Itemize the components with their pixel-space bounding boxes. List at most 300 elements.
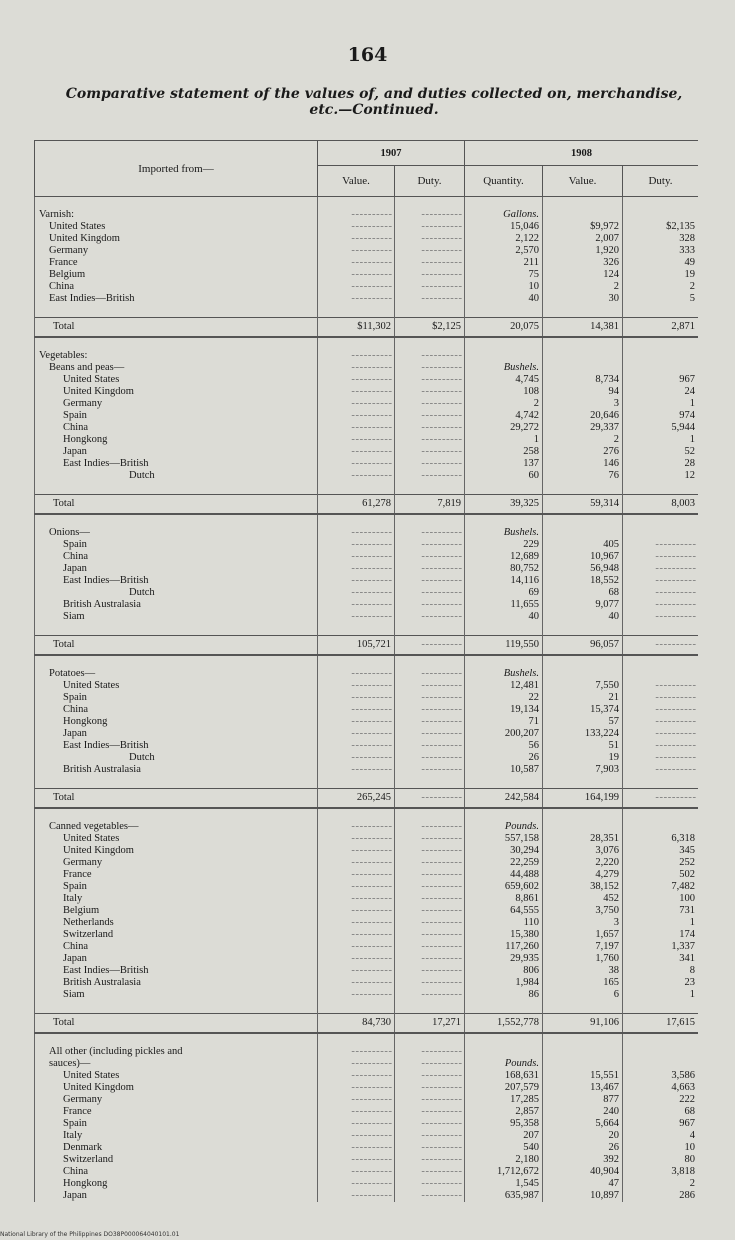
table-row xyxy=(35,881,699,893)
empty-dash: - - - - - - - - - - xyxy=(351,599,391,610)
duty-1908: 1,337 xyxy=(623,941,699,953)
spacer-row xyxy=(35,808,699,821)
duty-1907: 7,819 xyxy=(395,495,465,515)
table-row xyxy=(35,257,699,269)
value-1908: 2,007 xyxy=(543,233,623,245)
empty-dash: - - - - - - - - - - xyxy=(421,350,461,361)
empty-dash: - - - - - - - - - - xyxy=(421,209,461,220)
spacer-cell xyxy=(35,305,318,318)
row-label: Spain xyxy=(35,692,318,704)
spacer-cell xyxy=(623,655,699,668)
value-1908: 19 xyxy=(543,752,623,764)
quantity-1908: 64,555 xyxy=(465,905,543,917)
spacer-cell xyxy=(543,197,623,210)
duty-1908: 1 xyxy=(623,434,699,446)
spacer-cell xyxy=(35,482,318,495)
row-label: Switzerland xyxy=(35,1154,318,1166)
spacer-cell xyxy=(623,337,699,350)
row-label: United Kingdom xyxy=(35,233,318,245)
empty-dash: - - - - - - - - - - xyxy=(421,704,461,715)
empty-dash: - - - - - - - - - - xyxy=(421,917,461,928)
quantity-1908: 1,545 xyxy=(465,1178,543,1190)
spacer-row xyxy=(35,305,699,318)
spacer-cell xyxy=(465,305,543,318)
value-1907 xyxy=(318,965,395,977)
value-1907 xyxy=(318,845,395,857)
statement-table xyxy=(34,140,698,1202)
value-1907 xyxy=(318,905,395,917)
empty-dash: - - - - - - - - - - xyxy=(421,1190,461,1201)
value-1908: 14,381 xyxy=(543,318,623,338)
empty-dash: - - - - - - - - - - xyxy=(351,905,391,916)
duty-1907 xyxy=(395,1190,465,1202)
quantity-1908: 110 xyxy=(465,917,543,929)
duty-1907 xyxy=(395,1070,465,1082)
value-1907 xyxy=(318,941,395,953)
row-label: East Indies—British xyxy=(35,293,318,305)
row-label: China xyxy=(35,1166,318,1178)
empty-dash: - - - - - - - - - - xyxy=(421,599,461,610)
value-1908: 124 xyxy=(543,269,623,281)
empty-dash: - - - - - - - - - - xyxy=(351,1154,391,1165)
row-label: United Kingdom xyxy=(35,1082,318,1094)
spacer-cell xyxy=(465,1001,543,1014)
empty-dash: - - - - - - - - - - xyxy=(421,458,461,469)
duty-1908: 4 xyxy=(623,1130,699,1142)
unit-label: Bushels. xyxy=(465,362,543,374)
empty-dash: - - - - - - - - - - xyxy=(351,221,391,232)
spacer-row xyxy=(35,623,699,636)
value-1908: 4,279 xyxy=(543,869,623,881)
empty-dash: - - - - - - - - - - xyxy=(421,539,461,550)
value-1907 xyxy=(318,269,395,281)
spacer-cell xyxy=(395,1001,465,1014)
duty-1908: 328 xyxy=(623,233,699,245)
row-label: Germany xyxy=(35,245,318,257)
value-1907 xyxy=(318,740,395,752)
empty-dash: - - - - - - - - - - xyxy=(421,1058,461,1069)
empty-dash: - - - - - - - - - - xyxy=(351,470,391,481)
table-row xyxy=(35,539,699,551)
table-row xyxy=(35,1166,699,1178)
duty-1908: 967 xyxy=(623,1118,699,1130)
duty-1907 xyxy=(395,740,465,752)
quantity-1908 xyxy=(465,350,543,362)
spacer-cell xyxy=(623,1001,699,1014)
empty-dash: - - - - - - - - - - xyxy=(421,1094,461,1105)
duty-1908 xyxy=(623,704,699,716)
empty-dash: - - - - - - - - - - xyxy=(655,639,696,650)
value-1908: 6 xyxy=(543,989,623,1001)
table-row xyxy=(35,692,699,704)
table-row xyxy=(35,953,699,965)
duty-1908: 23 xyxy=(623,977,699,989)
duty-1908: 1 xyxy=(623,917,699,929)
duty-1908: 28 xyxy=(623,458,699,470)
table-row xyxy=(35,1106,699,1118)
table-row xyxy=(35,410,699,422)
duty-1908: 1 xyxy=(623,398,699,410)
value-1908: 28,351 xyxy=(543,833,623,845)
table-row xyxy=(35,362,699,374)
duty-1907 xyxy=(395,587,465,599)
value-1907 xyxy=(318,527,395,539)
spacer-cell xyxy=(395,655,465,668)
duty-1908: 8 xyxy=(623,965,699,977)
empty-dash: - - - - - - - - - - xyxy=(351,374,391,385)
table-row xyxy=(35,1082,699,1094)
row-label: Denmark xyxy=(35,1142,318,1154)
total-row xyxy=(35,636,699,656)
value-1907 xyxy=(318,728,395,740)
value-1908: 20 xyxy=(543,1130,623,1142)
duty-1907 xyxy=(395,1082,465,1094)
empty-dash: - - - - - - - - - - xyxy=(351,527,391,538)
quantity-1908: 108 xyxy=(465,386,543,398)
quantity-1908: 60 xyxy=(465,470,543,482)
total-row xyxy=(35,495,699,515)
row-label: East Indies—British xyxy=(35,575,318,587)
value-1908: 40 xyxy=(543,611,623,623)
duty-1908: 345 xyxy=(623,845,699,857)
empty-dash: - - - - - - - - - - xyxy=(351,293,391,304)
spacer-cell xyxy=(35,337,318,350)
row-label: China xyxy=(35,281,318,293)
empty-dash: - - - - - - - - - - xyxy=(351,1046,391,1057)
quantity-1908: 40 xyxy=(465,293,543,305)
empty-dash: - - - - - - - - - - xyxy=(421,639,461,650)
unit-label: Pounds. xyxy=(465,1058,543,1070)
quantity-1908: 26 xyxy=(465,752,543,764)
duty-1908: 52 xyxy=(623,446,699,458)
header-year-1908: 1908 xyxy=(465,141,699,166)
duty-1908 xyxy=(623,680,699,692)
row-label: United States xyxy=(35,680,318,692)
row-label: United States xyxy=(35,374,318,386)
duty-1908: 6,318 xyxy=(623,833,699,845)
spacer-row xyxy=(35,776,699,789)
duty-1908: 2 xyxy=(623,281,699,293)
empty-dash: - - - - - - - - - - xyxy=(421,434,461,445)
value-1907 xyxy=(318,398,395,410)
empty-dash: - - - - - - - - - - xyxy=(351,1178,391,1189)
duty-1907 xyxy=(395,257,465,269)
quantity-1908: 2,570 xyxy=(465,245,543,257)
table-row xyxy=(35,434,699,446)
empty-dash: - - - - - - - - - - xyxy=(351,1058,391,1069)
value-1907 xyxy=(318,575,395,587)
empty-dash: - - - - - - - - - - xyxy=(421,446,461,457)
empty-dash: - - - - - - - - - - xyxy=(351,422,391,433)
duty-1908 xyxy=(623,668,699,680)
duty-1908: $2,135 xyxy=(623,221,699,233)
duty-1908 xyxy=(623,636,699,656)
total-label: Total xyxy=(35,318,318,338)
duty-1907 xyxy=(395,410,465,422)
duty-1907 xyxy=(395,869,465,881)
duty-1908 xyxy=(623,728,699,740)
spacer-cell xyxy=(318,776,395,789)
duty-1907 xyxy=(395,1130,465,1142)
row-label: Italy xyxy=(35,893,318,905)
empty-dash: - - - - - - - - - - xyxy=(351,1130,391,1141)
quantity-1908: 211 xyxy=(465,257,543,269)
duty-1907 xyxy=(395,905,465,917)
value-1908 xyxy=(543,1046,623,1058)
duty-1907 xyxy=(395,1154,465,1166)
empty-dash: - - - - - - - - - - xyxy=(351,1142,391,1153)
row-label: Hongkong xyxy=(35,1178,318,1190)
value-1907 xyxy=(318,1166,395,1178)
page-number: 164 xyxy=(347,44,388,66)
value-1908: 240 xyxy=(543,1106,623,1118)
value-1908: 2 xyxy=(543,281,623,293)
empty-dash: - - - - - - - - - - xyxy=(421,1082,461,1093)
row-label: France xyxy=(35,1106,318,1118)
row-label: Belgium xyxy=(35,269,318,281)
empty-dash: - - - - - - - - - - xyxy=(421,281,461,292)
empty-dash: - - - - - - - - - - xyxy=(421,680,461,691)
duty-1908 xyxy=(623,575,699,587)
spacer-cell xyxy=(395,776,465,789)
duty-1908 xyxy=(623,716,699,728)
duty-1907 xyxy=(395,728,465,740)
duty-1907 xyxy=(395,551,465,563)
duty-1908: 100 xyxy=(623,893,699,905)
duty-1907 xyxy=(395,245,465,257)
value-1908: 10,897 xyxy=(543,1190,623,1202)
value-1907 xyxy=(318,977,395,989)
empty-dash: - - - - - - - - - - xyxy=(421,245,461,256)
value-1907 xyxy=(318,563,395,575)
row-label: Siam xyxy=(35,611,318,623)
spacer-cell xyxy=(318,305,395,318)
row-label: Germany xyxy=(35,1094,318,1106)
quantity-1908: 69 xyxy=(465,587,543,599)
duty-1907 xyxy=(395,563,465,575)
empty-dash: - - - - - - - - - - xyxy=(421,1130,461,1141)
total-label: Total xyxy=(35,495,318,515)
value-1907 xyxy=(318,551,395,563)
table-row xyxy=(35,821,699,833)
empty-dash: - - - - - - - - - - xyxy=(421,374,461,385)
table-row xyxy=(35,965,699,977)
value-1908: 29,337 xyxy=(543,422,623,434)
empty-dash: - - - - - - - - - - xyxy=(351,833,391,844)
value-1907: 61,278 xyxy=(318,495,395,515)
value-1908: 1,920 xyxy=(543,245,623,257)
value-1907 xyxy=(318,989,395,1001)
empty-dash: - - - - - - - - - - xyxy=(655,728,696,739)
value-1907 xyxy=(318,446,395,458)
quantity-1908: 11,655 xyxy=(465,599,543,611)
empty-dash: - - - - - - - - - - xyxy=(655,611,696,622)
row-label: Germany xyxy=(35,398,318,410)
table-row xyxy=(35,1058,699,1070)
table-row xyxy=(35,386,699,398)
quantity-1908: 207,579 xyxy=(465,1082,543,1094)
value-1908: 7,550 xyxy=(543,680,623,692)
duty-1907 xyxy=(395,941,465,953)
value-1907 xyxy=(318,893,395,905)
table-row xyxy=(35,599,699,611)
quantity-1908: 12,689 xyxy=(465,551,543,563)
empty-dash: - - - - - - - - - - xyxy=(351,1070,391,1081)
total-label: Total xyxy=(35,1014,318,1034)
spacer-cell xyxy=(623,776,699,789)
value-1907 xyxy=(318,869,395,881)
value-1908 xyxy=(543,527,623,539)
value-1907 xyxy=(318,752,395,764)
table-row xyxy=(35,1190,699,1202)
spacer-cell xyxy=(543,482,623,495)
quantity-1908: 635,987 xyxy=(465,1190,543,1202)
table-row xyxy=(35,1178,699,1190)
spacer-cell xyxy=(395,305,465,318)
value-1907 xyxy=(318,209,395,221)
duty-1907: 17,271 xyxy=(395,1014,465,1034)
quantity-1908: 12,481 xyxy=(465,680,543,692)
empty-dash: - - - - - - - - - - xyxy=(351,680,391,691)
duty-1908 xyxy=(623,692,699,704)
spacer-cell xyxy=(543,305,623,318)
spacer-cell xyxy=(543,1033,623,1046)
quantity-1908: 8,861 xyxy=(465,893,543,905)
empty-dash: - - - - - - - - - - xyxy=(421,989,461,1000)
spacer-row xyxy=(35,197,699,210)
value-1908: 38,152 xyxy=(543,881,623,893)
quantity-1908: 14,116 xyxy=(465,575,543,587)
quantity-1908 xyxy=(465,1046,543,1058)
statement-table-container xyxy=(34,140,698,1202)
value-1907 xyxy=(318,434,395,446)
table-row xyxy=(35,1094,699,1106)
empty-dash: - - - - - - - - - - xyxy=(421,953,461,964)
value-1908: 3 xyxy=(543,917,623,929)
row-label: United States xyxy=(35,221,318,233)
value-1908 xyxy=(543,362,623,374)
quantity-1908: 4,745 xyxy=(465,374,543,386)
empty-dash: - - - - - - - - - - xyxy=(421,1106,461,1117)
empty-dash: - - - - - - - - - - xyxy=(421,905,461,916)
quantity-1908: 168,631 xyxy=(465,1070,543,1082)
duty-1908: 967 xyxy=(623,374,699,386)
table-row xyxy=(35,551,699,563)
unit-label: Gallons. xyxy=(465,209,543,221)
value-1907 xyxy=(318,410,395,422)
empty-dash: - - - - - - - - - - xyxy=(421,764,461,775)
empty-dash: - - - - - - - - - - xyxy=(351,1190,391,1201)
quantity-1908: 200,207 xyxy=(465,728,543,740)
empty-dash: - - - - - - - - - - xyxy=(351,752,391,763)
quantity-1908: 806 xyxy=(465,965,543,977)
duty-1908: 3,586 xyxy=(623,1070,699,1082)
value-1907 xyxy=(318,857,395,869)
value-1907 xyxy=(318,611,395,623)
empty-dash: - - - - - - - - - - xyxy=(421,977,461,988)
table-row xyxy=(35,869,699,881)
row-label: Japan xyxy=(35,728,318,740)
duty-1907 xyxy=(395,281,465,293)
value-1908: 2,220 xyxy=(543,857,623,869)
duty-1907 xyxy=(395,704,465,716)
empty-dash: - - - - - - - - - - xyxy=(655,563,696,574)
value-1908: 20,646 xyxy=(543,410,623,422)
empty-dash: - - - - - - - - - - xyxy=(421,362,461,373)
row-label: Vegetables: xyxy=(35,350,318,362)
row-label: France xyxy=(35,257,318,269)
table-row xyxy=(35,281,699,293)
empty-dash: - - - - - - - - - - xyxy=(421,1070,461,1081)
spacer-cell xyxy=(318,808,395,821)
spacer-cell xyxy=(543,655,623,668)
empty-dash: - - - - - - - - - - xyxy=(421,551,461,562)
duty-1907 xyxy=(395,434,465,446)
value-1907: 84,730 xyxy=(318,1014,395,1034)
duty-1907 xyxy=(395,1046,465,1058)
value-1908: 57 xyxy=(543,716,623,728)
empty-dash: - - - - - - - - - - xyxy=(421,668,461,679)
duty-1907 xyxy=(395,1178,465,1190)
value-1907: 265,245 xyxy=(318,789,395,809)
empty-dash: - - - - - - - - - - xyxy=(351,386,391,397)
row-label: China xyxy=(35,941,318,953)
duty-1907 xyxy=(395,821,465,833)
empty-dash: - - - - - - - - - - xyxy=(351,953,391,964)
duty-1907 xyxy=(395,611,465,623)
table-row xyxy=(35,1130,699,1142)
row-label: Dutch xyxy=(35,470,318,482)
empty-dash: - - - - - - - - - - xyxy=(655,680,696,691)
duty-1907 xyxy=(395,374,465,386)
empty-dash: - - - - - - - - - - xyxy=(421,893,461,904)
duty-1908 xyxy=(623,821,699,833)
duty-1908: 10 xyxy=(623,1142,699,1154)
value-1907 xyxy=(318,1154,395,1166)
table-row xyxy=(35,233,699,245)
empty-dash: - - - - - - - - - - xyxy=(351,575,391,586)
empty-dash: - - - - - - - - - - xyxy=(421,257,461,268)
quantity-1908: 22,259 xyxy=(465,857,543,869)
row-label: East Indies—British xyxy=(35,740,318,752)
empty-dash: - - - - - - - - - - xyxy=(351,539,391,550)
duty-1908: 502 xyxy=(623,869,699,881)
empty-dash: - - - - - - - - - - xyxy=(351,917,391,928)
empty-dash: - - - - - - - - - - xyxy=(421,752,461,763)
empty-dash: - - - - - - - - - - xyxy=(351,269,391,280)
duty-1907 xyxy=(395,1118,465,1130)
quantity-1908: 39,325 xyxy=(465,495,543,515)
duty-1907 xyxy=(395,668,465,680)
duty-1907 xyxy=(395,1142,465,1154)
duty-1907 xyxy=(395,293,465,305)
header-value-1908: Value. xyxy=(543,166,623,197)
total-label: Total xyxy=(35,636,318,656)
quantity-1908: 117,260 xyxy=(465,941,543,953)
row-label: United Kingdom xyxy=(35,386,318,398)
spacer-cell xyxy=(395,197,465,210)
value-1907 xyxy=(318,221,395,233)
value-1907 xyxy=(318,764,395,776)
value-1908: 405 xyxy=(543,539,623,551)
quantity-1908: 71 xyxy=(465,716,543,728)
value-1908: 1,760 xyxy=(543,953,623,965)
quantity-1908: 1,712,672 xyxy=(465,1166,543,1178)
spacer-cell xyxy=(35,514,318,527)
value-1908: 38 xyxy=(543,965,623,977)
value-1908: $9,972 xyxy=(543,221,623,233)
empty-dash: - - - - - - - - - - xyxy=(421,740,461,751)
